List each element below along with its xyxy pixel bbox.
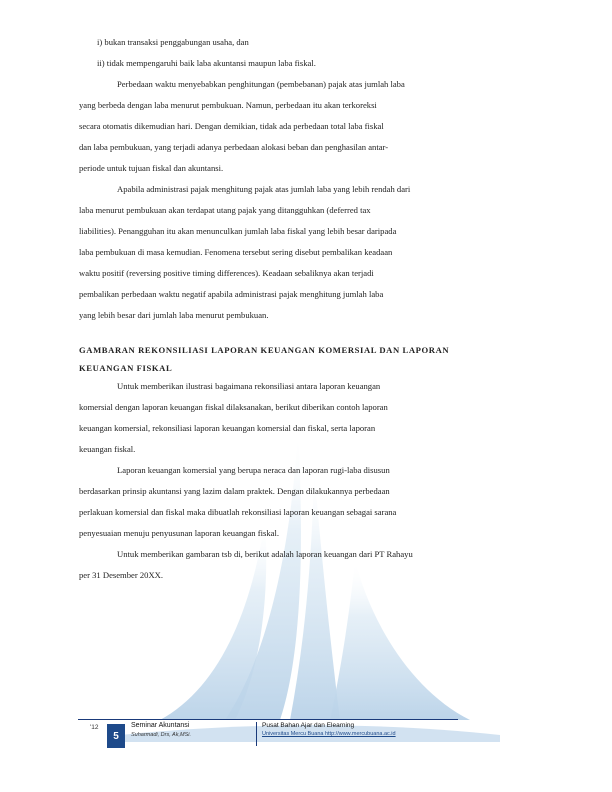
- paragraph-line: liabilities). Penangguhan itu akan menunculkan jumlah laba fiskal yang lebih besar daripada: [79, 226, 397, 236]
- paragraph-line: berdasarkan prinsip akuntansi yang lazim dalam praktek. Dengan dilakukannya perbedaan: [79, 486, 390, 496]
- footer-page-label: '12: [90, 724, 99, 731]
- paragraph-line: pembalikan perbedaan waktu negatif apabila administrasi pajak menghitung jumlah laba: [79, 289, 384, 299]
- paragraph-line: waktu positif (reversing positive timing differences). Keadaan sebaliknya akan terjadi: [79, 268, 374, 278]
- section-heading: KEUANGAN FISKAL: [79, 363, 173, 373]
- paragraph-line: secara otomatis dikemudian hari. Dengan demikian, tidak ada perbedaan total laba fiskal: [79, 121, 384, 131]
- paragraph-line: periode untuk tujuan fiskal dan akuntansi.: [79, 163, 224, 173]
- paragraph-line: laba pembukuan di masa kemudian. Fenomena tersebut sering disebut pembalikan keadaan: [79, 247, 393, 257]
- author-name: Suharmadi, Drs, Ak,MSi.: [131, 732, 192, 738]
- paragraph-line: keuangan komersial, rekonsiliasi laporan keuangan komersial dan fiskal, serta laporan: [79, 423, 376, 433]
- list-item-ii: ii) tidak mempengaruhi baik laba akuntansi maupun laba fiskal.: [97, 58, 316, 68]
- section-heading: GAMBARAN REKONSILIASI LAPORAN KEUANGAN KOMERSIAL DAN LAPORAN: [79, 345, 450, 355]
- university-link[interactable]: Universitas Mercu Buana http://www.mercubuana.ac.id: [262, 731, 396, 737]
- paragraph-line: laba menurut pembukuan akan terdapat utang pajak yang ditangguhkan (deferred tax: [79, 205, 371, 215]
- paragraph-line: Perbedaan waktu menyebabkan penghitungan (pembebanan) pajak atas jumlah laba: [117, 79, 405, 89]
- course-title: Seminar Akuntansi: [131, 722, 190, 729]
- footer-separator: [256, 722, 257, 746]
- paragraph-line: Laporan keuangan komersial yang berupa neraca dan laporan rugi-laba disusun: [117, 465, 390, 475]
- paragraph-line: penyesuaian menuju penyusunan laporan keuangan fiskal.: [79, 528, 279, 538]
- paragraph-line: per 31 Desember 20XX.: [79, 570, 164, 580]
- paragraph-line: perlakuan komersial dan fiskal maka dibuatlah rekonsiliasi laporan keuangan sebagai sarana: [79, 507, 397, 517]
- paragraph-line: Apabila administrasi pajak menghitung pajak atas jumlah laba yang lebih rendah dari: [117, 184, 411, 194]
- footer-divider: [78, 719, 458, 720]
- center-name: Pusat Bahan Ajar dan Elearning: [262, 722, 355, 729]
- paragraph-line: dan laba pembukuan, yang terjadi adanya perbedaan alokasi beban dan penghasilan antar-: [79, 142, 389, 152]
- paragraph-line: komersial dengan laporan keuangan fiskal dilaksanakan, berikut diberikan contoh laporan: [79, 402, 388, 412]
- paragraph-line: Untuk memberikan gambaran tsb di, berikut adalah laporan keuangan dari PT Rahayu: [117, 549, 413, 559]
- paragraph-line: Untuk memberikan ilustrasi bagaimana rekonsiliasi antara laporan keuangan: [117, 381, 381, 391]
- paragraph-line: keuangan fiskal.: [79, 444, 136, 454]
- paragraph-line: yang berbeda dengan laba menurut pembukuan. Namun, perbedaan itu akan terkoreksi: [79, 100, 377, 110]
- list-item-i: i) bukan transaksi penggabungan usaha, dan: [97, 37, 249, 47]
- paragraph-line: yang lebih besar dari jumlah laba menurut pembukuan.: [79, 310, 269, 320]
- module-number-badge: 5: [107, 724, 125, 748]
- page-footer: [0, 716, 612, 776]
